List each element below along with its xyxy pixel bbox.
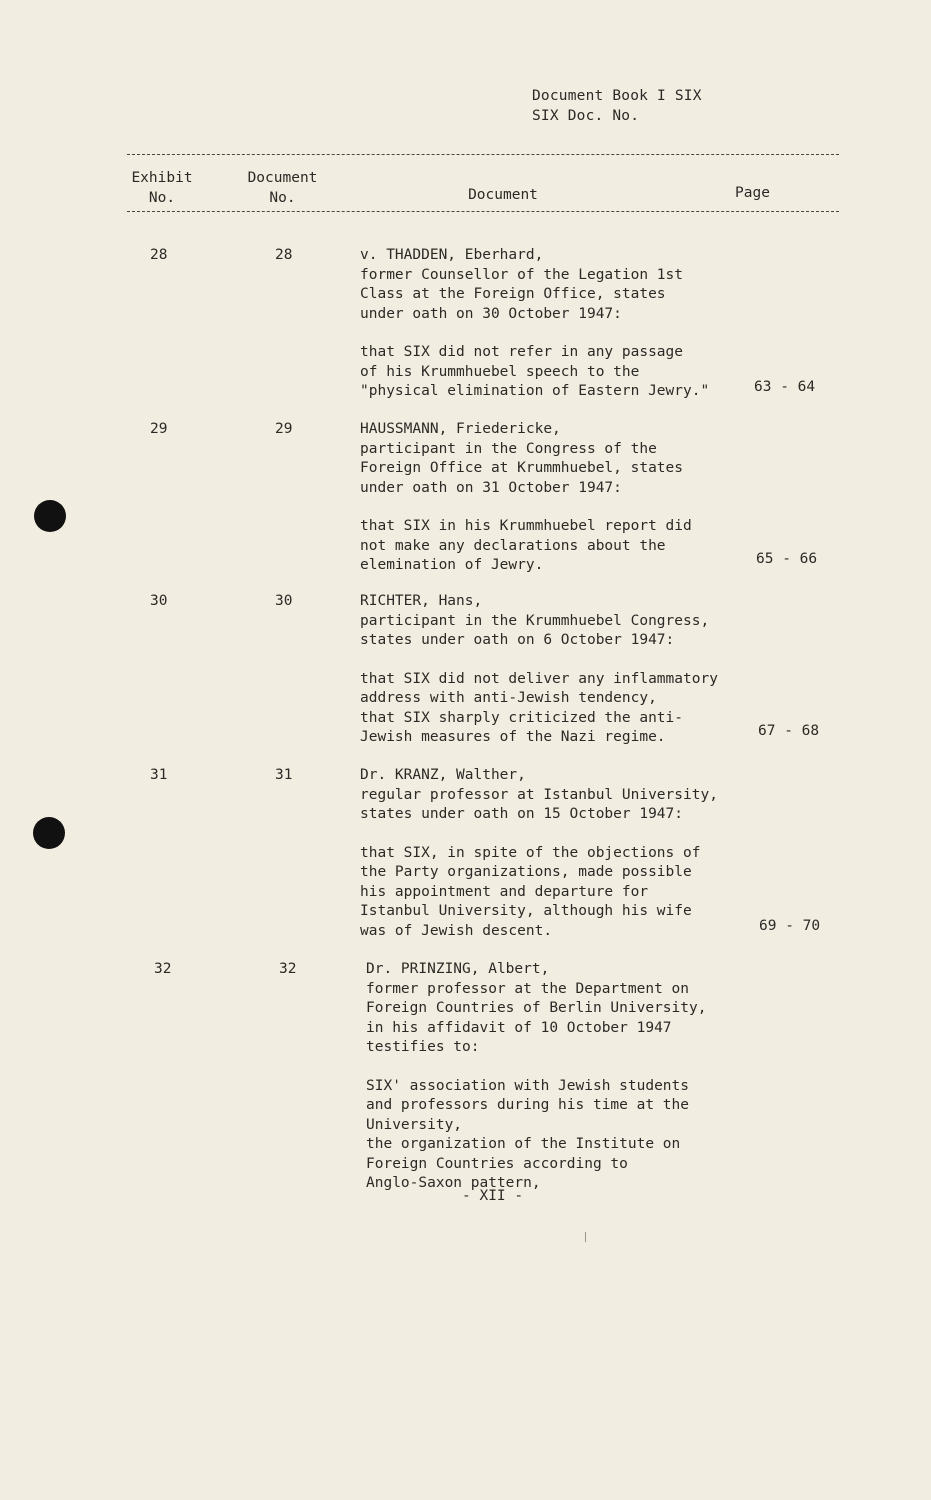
entry-line: Jewish measures of the Nazi regime. <box>360 729 666 745</box>
entry-line: Foreign Countries according to <box>366 1155 628 1172</box>
exhibit-number: 30 <box>150 593 168 609</box>
entry-line: under oath on 30 October 1947: <box>360 305 622 322</box>
header-rule-bottom <box>127 211 839 212</box>
page-range: 65 - 66 <box>756 551 818 567</box>
entry-line: in his affidavit of 10 October 1947 <box>366 1019 672 1036</box>
entry-line: Class at the Foreign Office, states <box>360 286 666 302</box>
entry-line: his appointment and departure for <box>360 883 649 900</box>
entry-line: regular professor at Istanbul University, <box>360 786 718 803</box>
document-number: 29 <box>275 421 293 437</box>
entry-line: former Counsellor of the Legation 1st <box>360 266 684 283</box>
entry-description <box>360 420 760 576</box>
entry-description <box>366 960 766 1194</box>
entry-line: Dr. PRINZING, Albert, <box>366 961 550 977</box>
header-book-title: Document Book I SIX <box>532 88 702 104</box>
entry-line: participant in the Congress of the <box>360 440 657 457</box>
entry-description <box>360 246 760 402</box>
entry-line: v. THADDEN, Eberhard, <box>360 247 544 263</box>
exhibit-number: 28 <box>150 247 168 263</box>
entry-line: participant in the Krummhuebel Congress, <box>360 612 710 629</box>
column-exhibit-label: Exhibit <box>131 170 193 186</box>
document-header <box>532 86 702 126</box>
column-document-no <box>240 168 325 208</box>
entry-line: and professors during his time at the <box>366 1097 690 1113</box>
entry-line: that SIX did not deliver any inflammatory <box>360 670 718 687</box>
entry-description <box>360 592 760 748</box>
entry-line: of his Krummhuebel speech to the <box>360 363 640 380</box>
entry-line: testifies to: <box>366 1039 480 1055</box>
entry-line: HAUSSMANN, Friedericke, <box>360 421 561 437</box>
document-number: 28 <box>275 247 293 263</box>
entry-line: Foreign Countries of Berlin University, <box>366 1000 707 1016</box>
exhibit-number: 29 <box>150 421 168 437</box>
entry-line: states under oath on 6 October 1947: <box>360 632 675 648</box>
page-number-footer: - XII - <box>462 1188 524 1204</box>
entry-description <box>360 766 760 941</box>
header-rule-top <box>127 154 839 155</box>
entry-line: was of Jewish descent. <box>360 922 553 939</box>
column-exhibit-no <box>127 168 197 208</box>
entry-line: not make any declarations about the <box>360 537 666 554</box>
header-doc-number: SIX Doc. No. <box>532 108 640 124</box>
entry-line: that SIX in his Krummhuebel report did <box>360 518 692 534</box>
column-exhibit-no-label: No. <box>148 190 176 206</box>
punch-hole <box>33 817 65 849</box>
entry-line: "physical elimination of Eastern Jewry." <box>360 383 710 399</box>
entry-line: that SIX did not refer in any passage <box>360 344 684 360</box>
entry-line: elemination of Jewry. <box>360 557 544 573</box>
entry-line: address with anti-Jewish tendency, <box>360 690 657 706</box>
exhibit-number: 31 <box>150 767 168 783</box>
entry-line: Anglo-Saxon pattern, <box>366 1175 541 1191</box>
column-document: Document <box>468 187 538 203</box>
entry-line: Istanbul University, although his wife <box>360 903 692 919</box>
stray-mark <box>585 1232 586 1242</box>
entry-line: the Party organizations, made possible <box>360 864 692 880</box>
page-range: 69 - 70 <box>759 918 821 934</box>
entry-line: former professor at the Department on <box>366 980 690 997</box>
entry-line: Foreign Office at Krummhuebel, states <box>360 460 684 476</box>
document-number: 30 <box>275 593 293 609</box>
column-document-no-label: No. <box>269 190 296 206</box>
exhibit-number: 32 <box>154 961 172 977</box>
entry-line: University, <box>366 1116 463 1133</box>
page-range: 63 - 64 <box>754 379 816 395</box>
document-number: 32 <box>279 961 297 977</box>
entry-line: SIX' association with Jewish students <box>366 1077 690 1094</box>
column-document-label: Document <box>247 170 318 186</box>
page-range: 67 - 68 <box>758 723 820 739</box>
entry-line: that SIX sharply criticized the anti- <box>360 709 684 726</box>
column-page: Page <box>735 185 770 201</box>
document-number: 31 <box>275 767 293 783</box>
entry-line: states under oath on 15 October 1947: <box>360 806 684 822</box>
entry-line: under oath on 31 October 1947: <box>360 479 622 496</box>
entry-line: the organization of the Institute on <box>366 1136 681 1152</box>
entry-line: RICHTER, Hans, <box>360 593 483 609</box>
punch-hole <box>34 500 66 532</box>
entry-line: that SIX, in spite of the objections of <box>360 844 701 861</box>
entry-line: Dr. KRANZ, Walther, <box>360 767 526 783</box>
